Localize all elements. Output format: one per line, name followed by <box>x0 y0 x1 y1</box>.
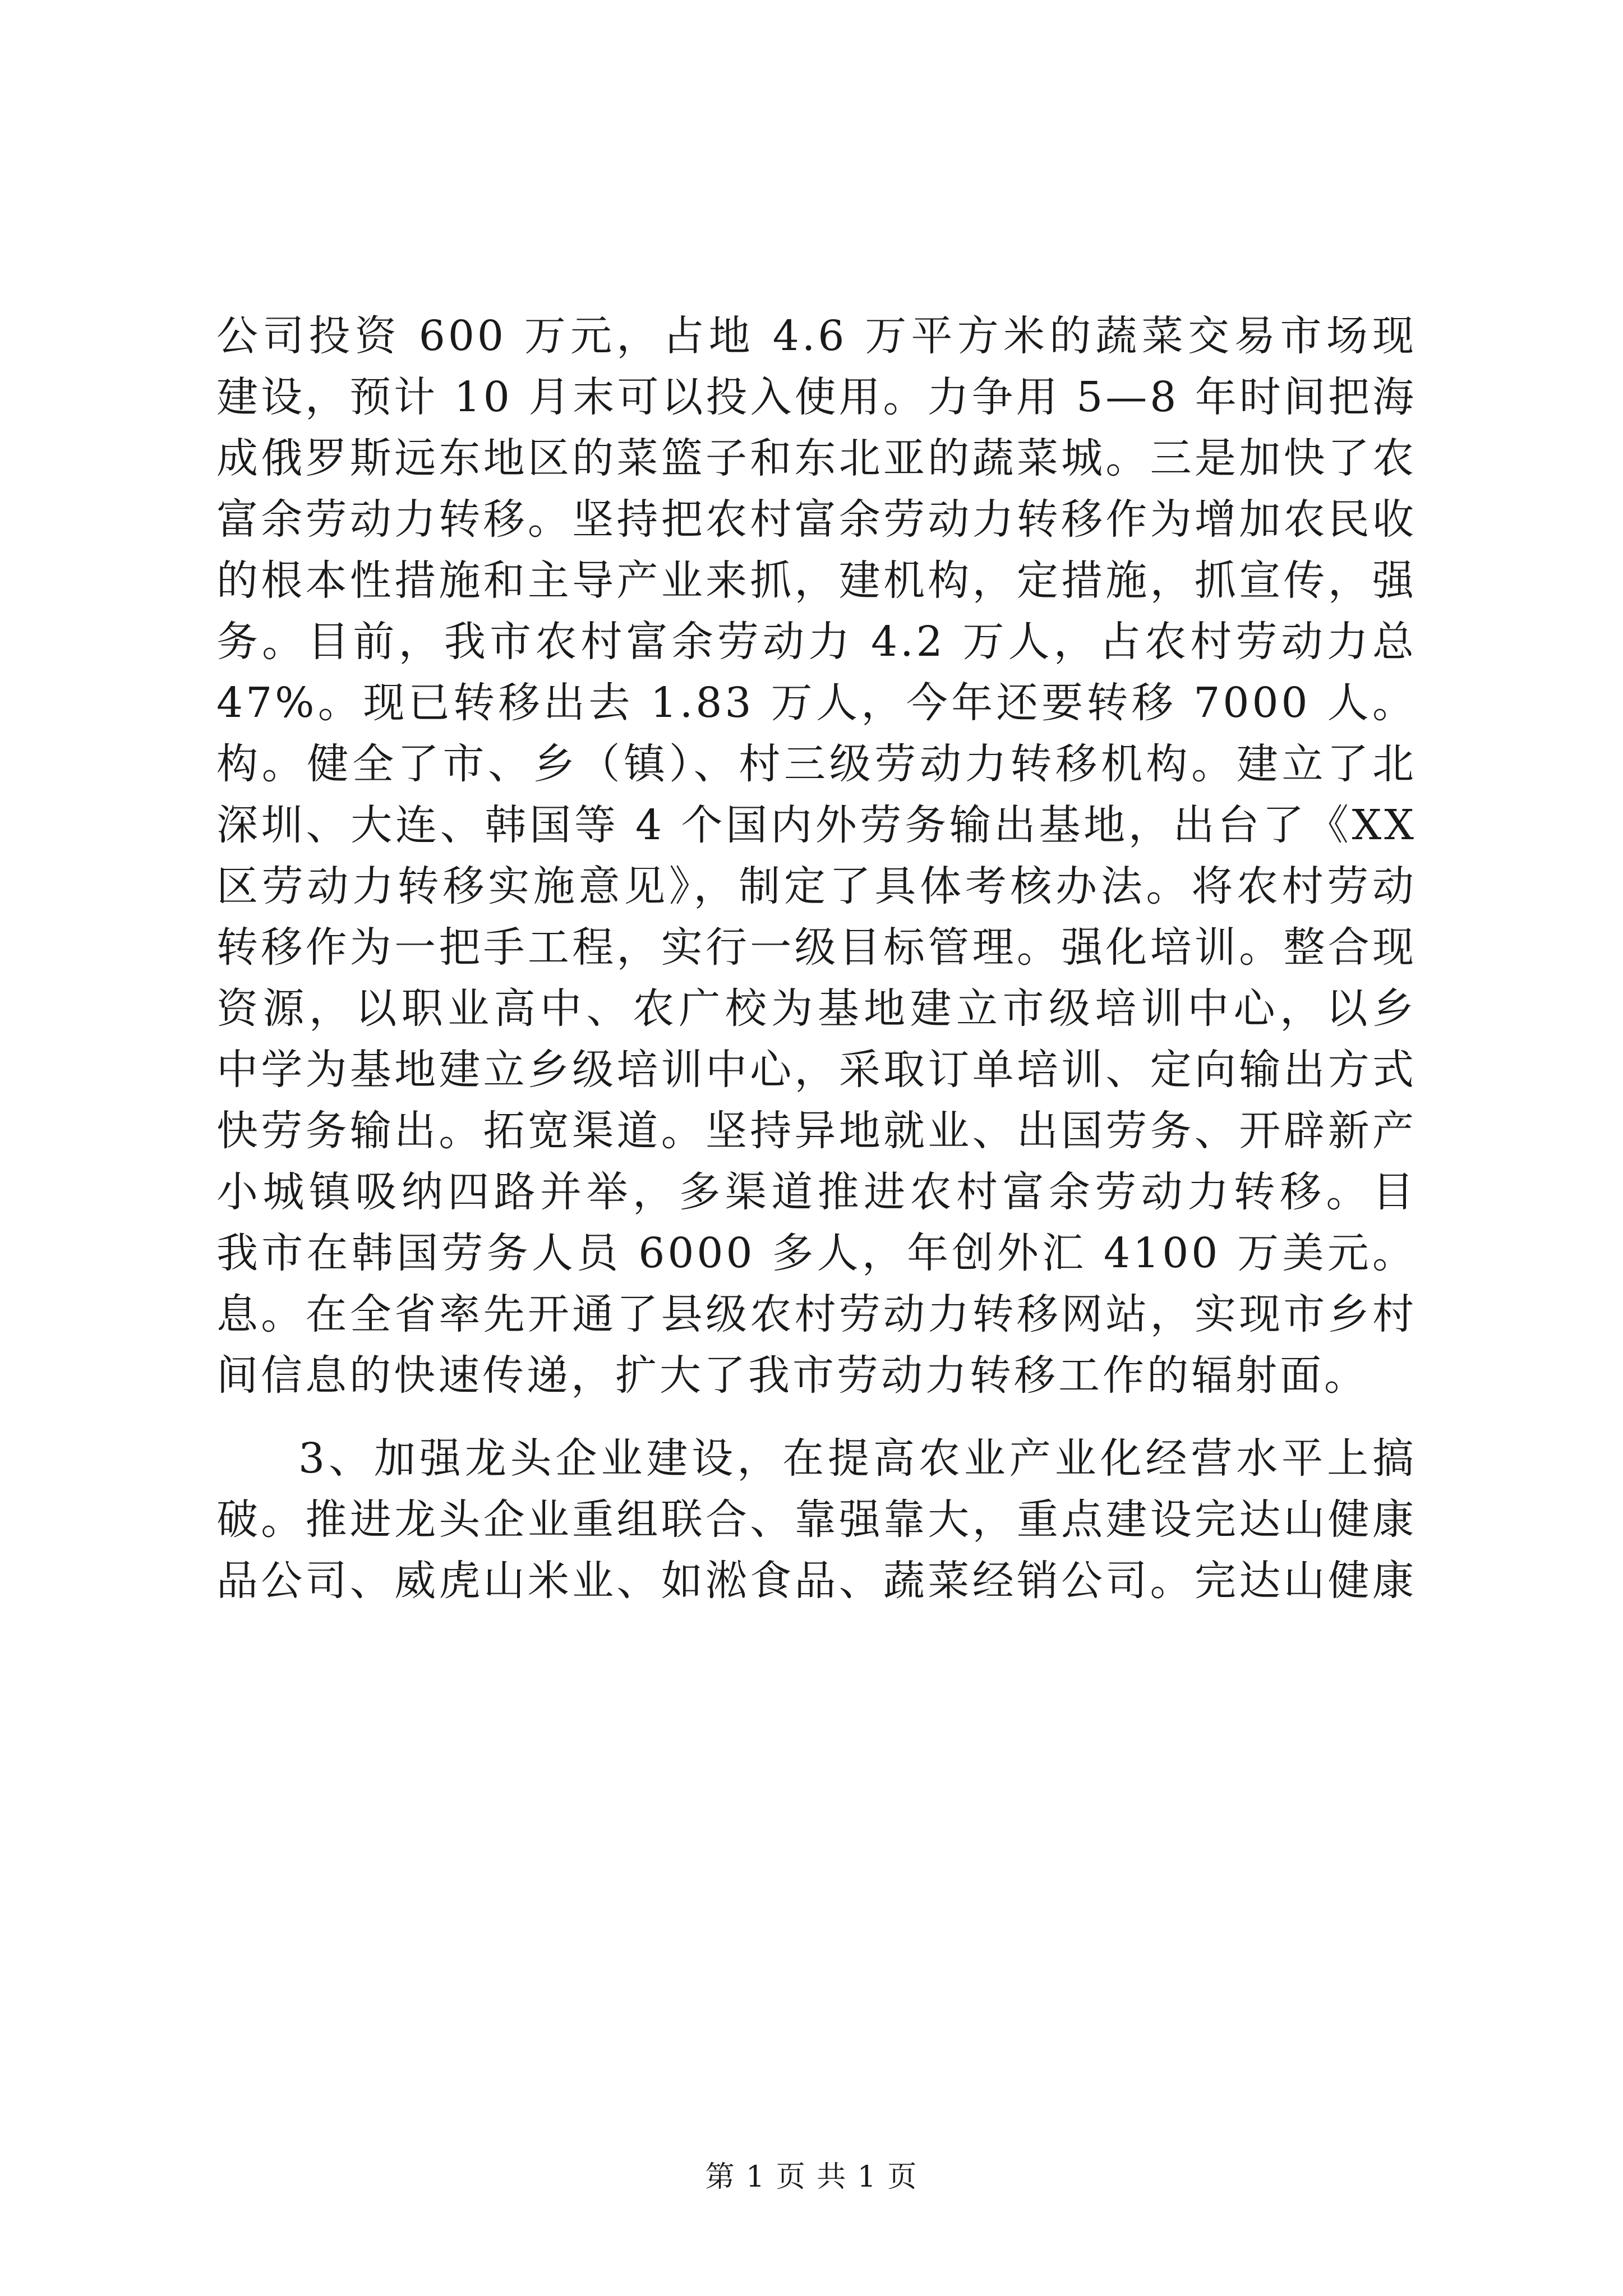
paragraph-1-line-18: 间信息的快速传递，扩大了我市劳动力转移工作的辐射面。 <box>216 1351 1368 1400</box>
paragraph-gap <box>216 1406 1417 1428</box>
page-number-footer: 第 1 页 共 1 页 <box>705 2160 918 2194</box>
paragraph-2-line-2: 破。推进龙头企业重组联合、靠强靠大，重点建设完达山健康 <box>216 1496 1417 1544</box>
paragraph-1-line-3: 成俄罗斯远东地区的菜篮子和东北亚的蔬菜城。三是加快了农 <box>216 434 1417 482</box>
paragraph-1-line-6: 务。目前，我市农村富余劳动力 4.2 万人，占农村劳动力总 <box>216 618 1417 666</box>
paragraph-1-line-2: 建设，预计 10 月末可以投入使用。力争用 5—8 年时间把海 <box>216 373 1417 421</box>
paragraph-1-line-5: 的根本性措施和主导产业来抓，建机构，定措施，抓宣传，强 <box>216 556 1417 605</box>
paragraph-1-line-12: 资源，以职业高中、农广校为基地建立市级培训中心，以乡 <box>216 984 1417 1033</box>
paragraph-1-line-17: 息。在全省率先开通了县级农村劳动力转移网站，实现市乡村 <box>216 1290 1417 1338</box>
paragraph-2-line-3: 品公司、威虎山米业、如淞食品、蔬菜经销公司。完达山健康 <box>216 1557 1417 1605</box>
paragraph-1-line-9: 深圳、大连、韩国等 4 个国内外劳务输出基地，出台了《XX <box>216 801 1417 849</box>
paragraph-1-line-10: 区劳动力转移实施意见》，制定了具体考核办法。将农村劳动 <box>216 862 1417 910</box>
paragraph-1-line-11: 转移作为一把手工程，实行一级目标管理。强化培训。整合现 <box>216 923 1417 972</box>
paragraph-1-line-13: 中学为基地建立乡级培训中心，采取订单培训、定向输出方式 <box>216 1046 1417 1094</box>
paragraph-2-line-1: 3、加强龙头企业建设，在提高农业产业化经营水平上搞 <box>298 1434 1417 1483</box>
paragraph-1-line-1: 公司投资 600 万元，占地 4.6 万平方米的蔬菜交易市场现 <box>216 312 1417 360</box>
paragraph-1-line-16: 我市在韩国劳务人员 6000 多人，年创外汇 4100 万美元。 <box>216 1229 1417 1277</box>
paragraph-1-line-15: 小城镇吸纳四路并举，多渠道推进农村富余劳动力转移。目 <box>216 1168 1417 1216</box>
paragraph-1-line-8: 构。健全了市、乡（镇）、村三级劳动力转移机构。建立了北 <box>216 740 1417 788</box>
document-body <box>216 306 1417 1612</box>
paragraph-1-line-7: 47%。现已转移出去 1.83 万人，今年还要转移 7000 人。 <box>216 679 1417 727</box>
paragraph-1-line-14: 快劳务输出。拓宽渠道。坚持异地就业、出国劳务、开辟新产 <box>216 1107 1417 1155</box>
paragraph-1-line-4: 富余劳动力转移。坚持把农村富余劳动力转移作为增加农民收 <box>216 495 1417 544</box>
